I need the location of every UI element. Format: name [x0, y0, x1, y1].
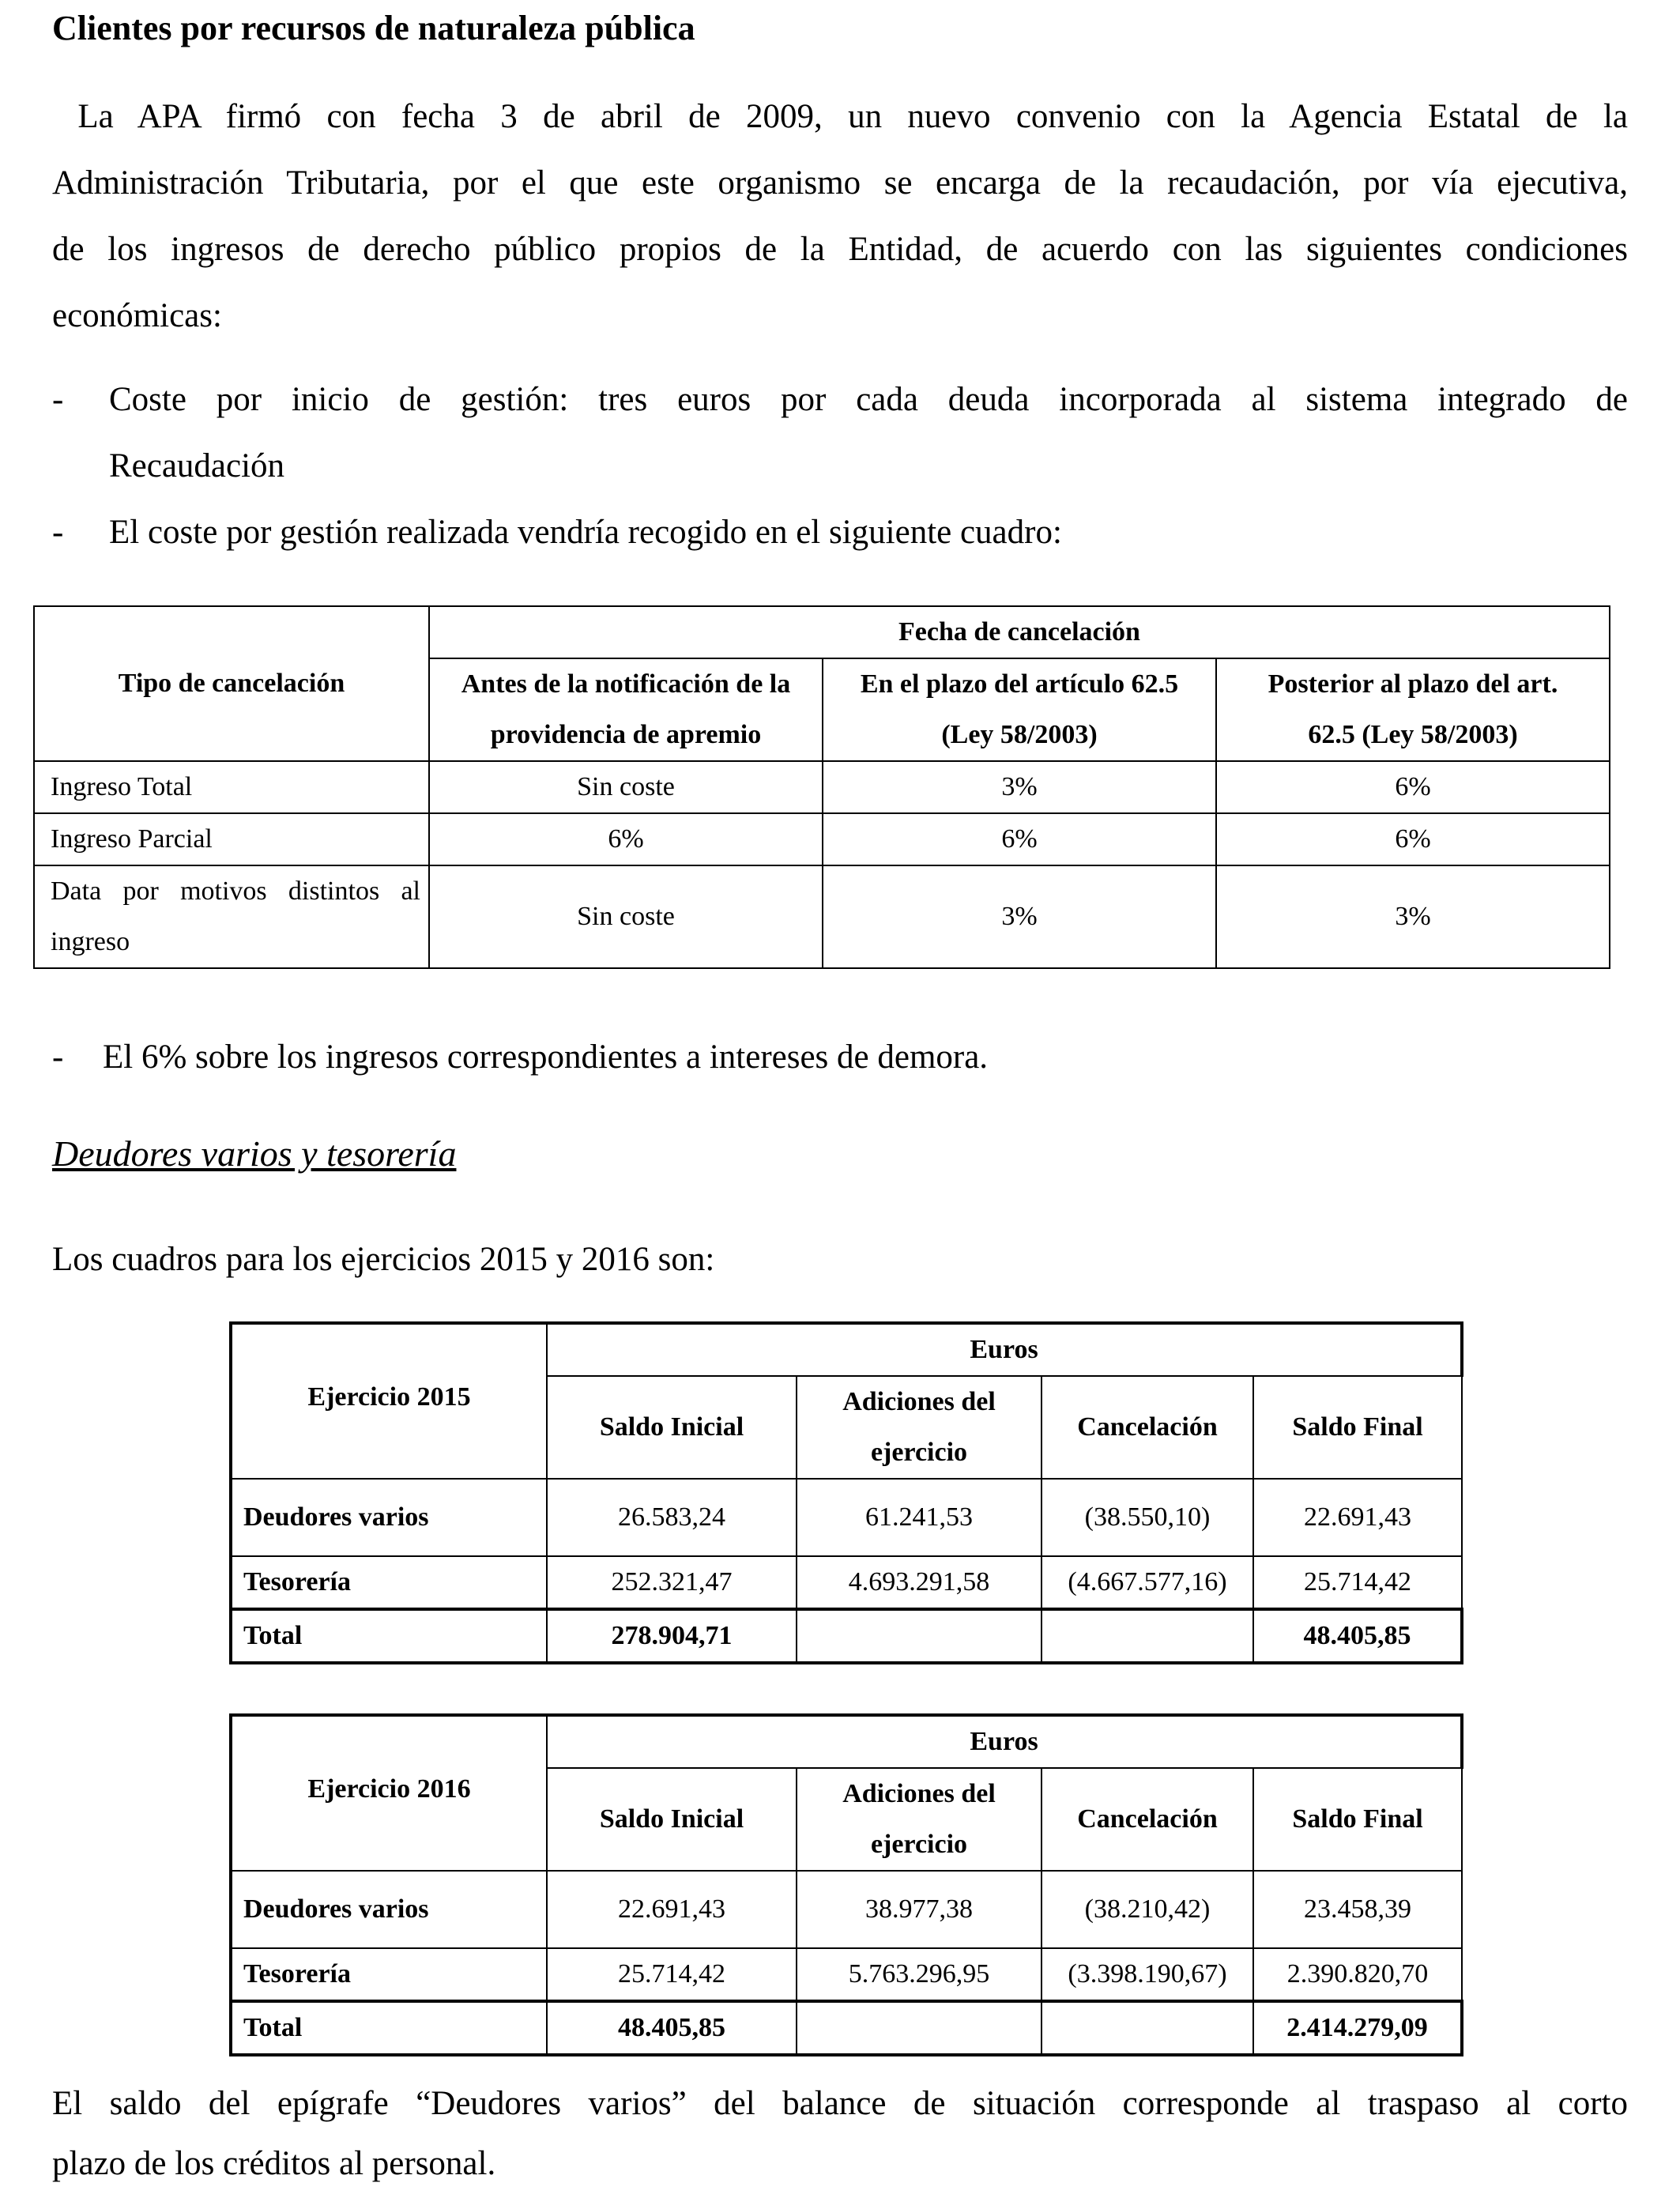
col-adiciones: Adiciones del ejercicio: [797, 1768, 1042, 1871]
bullet-2-line-1: El coste por gestión realizada vendría recogido en el siguiente cuadro:: [109, 514, 1062, 551]
table-cell: 6%: [823, 813, 1216, 865]
euros-group-header: Euros: [547, 1715, 1462, 1768]
table-cell: 6%: [1216, 761, 1610, 813]
bullet-1-line-2: Recaudación: [109, 447, 285, 484]
section-heading: Clientes por recursos de naturaleza pública: [52, 9, 695, 47]
total-cell: 278.904,71: [547, 1609, 797, 1663]
euros-group-header: Euros: [547, 1323, 1462, 1376]
table-cell: (38.210,42): [1042, 1871, 1253, 1948]
cost-table-group-header: Fecha de cancelación: [429, 606, 1610, 658]
col-saldo-final: Saldo Final: [1253, 1768, 1462, 1871]
bullet-dash: -: [52, 1039, 64, 1076]
table-cell: 3%: [1216, 865, 1610, 968]
table-row: [34, 813, 1610, 865]
col-adiciones: Adiciones del ejercicio: [797, 1376, 1042, 1479]
row-label: Data por motivos distintos al ingreso: [34, 865, 429, 968]
table-cell: 25.714,42: [547, 1948, 797, 2001]
bullet-dash: -: [52, 514, 64, 551]
closing-line-1: El saldo del epígrafe “Deudores varios” del balance de situación corresponde al traspaso al corto: [52, 2085, 1628, 2122]
total-cell: [1042, 1609, 1253, 1663]
total-row: [231, 2001, 1462, 2055]
total-cell: [797, 2001, 1042, 2055]
cuadros-intro: Los cuadros para los ejercicios 2015 y 2016 son:: [52, 1241, 715, 1278]
table-row: [231, 1556, 1462, 1609]
table-cell: 38.977,38: [797, 1871, 1042, 1948]
row-label: Ingreso Total: [34, 761, 429, 813]
table-row: [231, 1871, 1462, 1948]
table-row: [34, 865, 1610, 968]
cost-table-col-header: En el plazo del artículo 62.5 (Ley 58/2003): [823, 658, 1216, 761]
table-row: [231, 1479, 1462, 1556]
col-saldo-inicial: Saldo Inicial: [547, 1376, 797, 1479]
intro-line-2: Administración Tributaria, por el que este organismo se encarga de la recaudación, por vía ejecutiva,: [52, 164, 1628, 202]
row-label: Tesorería: [231, 1948, 547, 2001]
total-cell: 48.405,85: [1253, 1609, 1462, 1663]
table-cell: (38.550,10): [1042, 1479, 1253, 1556]
intro-line-4: económicas:: [52, 297, 222, 334]
total-cell: [1042, 2001, 1253, 2055]
table-cell: 6%: [1216, 813, 1610, 865]
table-row: [34, 761, 1610, 813]
closing-line-2: plazo de los créditos al personal.: [52, 2145, 496, 2182]
table-cell: 3%: [823, 865, 1216, 968]
bullet-item-coste-gestion: [52, 499, 1628, 566]
row-label: Deudores varios: [231, 1479, 547, 1556]
table-cell: 252.321,47: [547, 1556, 797, 1609]
bullet-1-line-1: Coste por inicio de gestión: tres euros por cada deuda incorporada al sistema integrado de: [109, 381, 1628, 418]
table-cell: 23.458,39: [1253, 1871, 1462, 1948]
table-cell: Sin coste: [429, 865, 823, 968]
table-cell: 22.691,43: [1253, 1479, 1462, 1556]
subheading-deudores: Deudores varios y tesorería: [52, 1133, 457, 1174]
cost-table-col-header: Posterior al plazo del art. 62.5 (Ley 58/2003): [1216, 658, 1610, 761]
table-cell: (4.667.577,16): [1042, 1556, 1253, 1609]
total-cell: [797, 1609, 1042, 1663]
table-cell: Sin coste: [429, 761, 823, 813]
bullet-item-coste-inicio: [52, 367, 1628, 499]
total-row: [231, 1609, 1462, 1663]
table-cell: 3%: [823, 761, 1216, 813]
ejercicio-title: Ejercicio 2016: [231, 1715, 547, 1871]
table-cell: 25.714,42: [1253, 1556, 1462, 1609]
table-cell: 5.763.296,95: [797, 1948, 1042, 2001]
total-cell: 48.405,85: [547, 2001, 797, 2055]
total-label: Total: [231, 2001, 547, 2055]
bullet-3-text: El 6% sobre los ingresos correspondientes a intereses de demora.: [103, 1039, 989, 1076]
col-saldo-inicial: Saldo Inicial: [547, 1768, 797, 1871]
intro-line-1: La APA firmó con fecha 3 de abril de 2009, un nuevo convenio con la Agencia Estatal de la: [52, 98, 1628, 135]
table-cell: 22.691,43: [547, 1871, 797, 1948]
ejercicio-title: Ejercicio 2015: [231, 1323, 547, 1479]
table-cell: 61.241,53: [797, 1479, 1042, 1556]
table-cell: 4.693.291,58: [797, 1556, 1042, 1609]
total-cell: 2.414.279,09: [1253, 2001, 1462, 2055]
bullet-dash: -: [52, 381, 64, 418]
row-label: Ingreso Parcial: [34, 813, 429, 865]
table-row: [231, 1948, 1462, 2001]
col-saldo-final: Saldo Final: [1253, 1376, 1462, 1479]
table-ejercicio-2016: [229, 1713, 1463, 2056]
table-cell: 26.583,24: [547, 1479, 797, 1556]
cost-table: [33, 605, 1610, 969]
table-cell: 2.390.820,70: [1253, 1948, 1462, 2001]
col-cancelacion: Cancelación: [1042, 1768, 1253, 1871]
cost-table-col-header: Antes de la notificación de la providencia de apremio: [429, 658, 823, 761]
row-label: Tesorería: [231, 1556, 547, 1609]
col-cancelacion: Cancelación: [1042, 1376, 1253, 1479]
intro-paragraph: [52, 84, 1628, 349]
cost-table-corner: Tipo de cancelación: [34, 606, 429, 761]
table-cell: 6%: [429, 813, 823, 865]
table-ejercicio-2015: [229, 1321, 1463, 1664]
table-cell: (3.398.190,67): [1042, 1948, 1253, 2001]
bullet-item-intereses: [52, 1024, 1628, 1091]
row-label: Deudores varios: [231, 1871, 547, 1948]
total-label: Total: [231, 1609, 547, 1663]
closing-paragraph: [52, 2074, 1628, 2194]
intro-line-3: de los ingresos de derecho público propios de la Entidad, de acuerdo con las siguientes condiciones: [52, 231, 1628, 268]
